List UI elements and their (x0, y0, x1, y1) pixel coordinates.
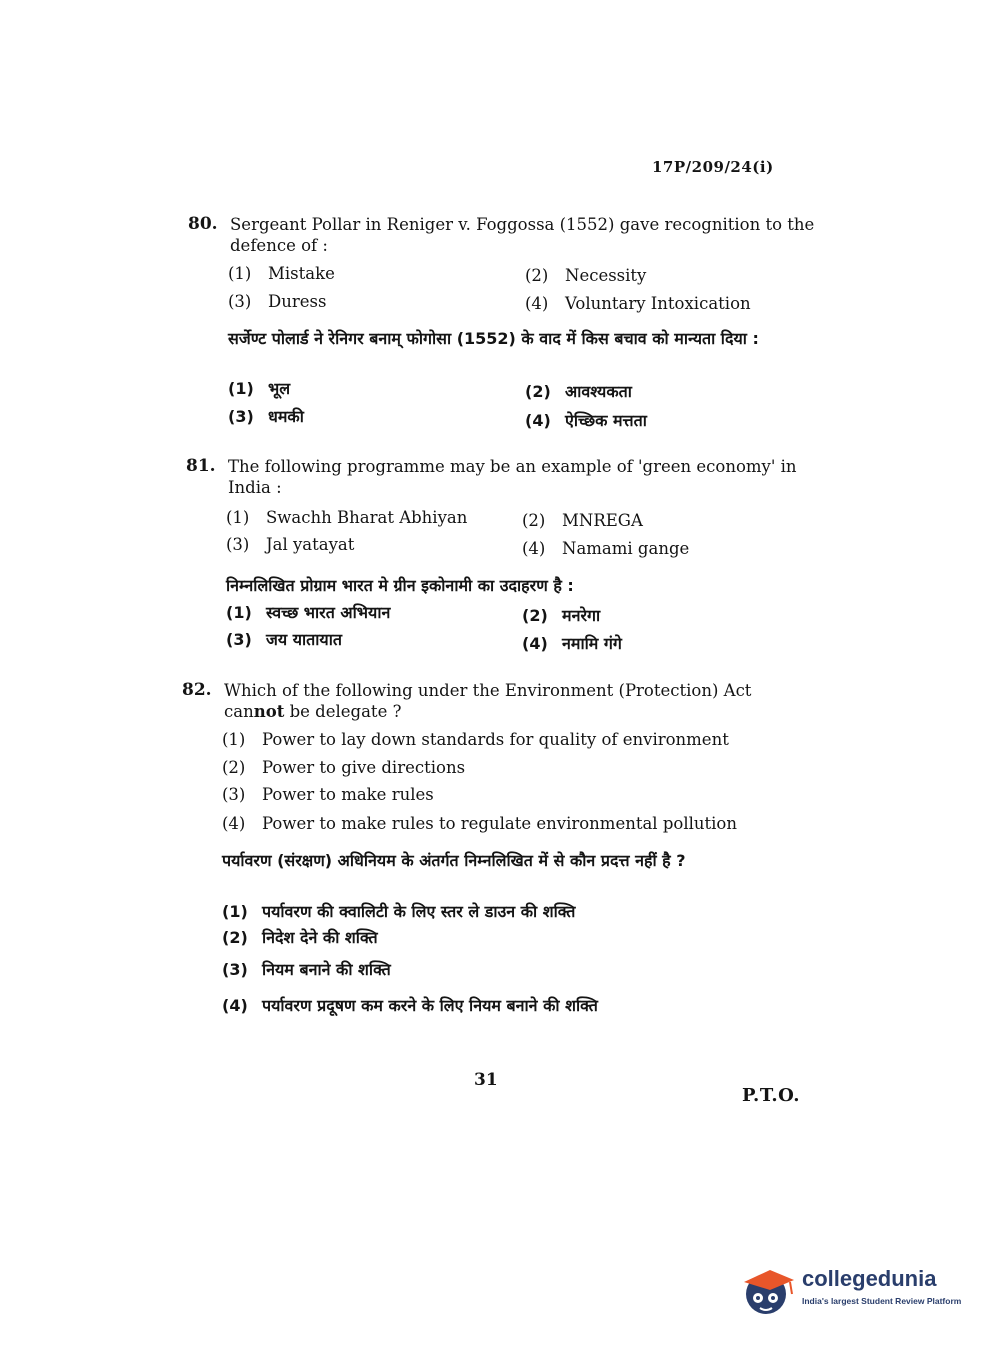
question-text-hi: पर्यावरण (संरक्षण) अधिनियम के अंतर्गत निम्नलिखित में से कौन प्रदत्त नहीं है ? (222, 851, 686, 870)
option-en-4: (4) Power to make rules to regulate environmental pollution (222, 814, 737, 833)
paper-code: 17P/209/24(i) (652, 158, 774, 176)
option-en-2: (2) Necessity (525, 266, 647, 285)
option-hi-4: (4) नमामि गंगे (522, 634, 622, 653)
question-text-hi: निम्नलिखित प्रोग्राम भारत मे ग्रीन इकोनामी का उदाहरण है : (226, 576, 574, 595)
option-en-3: (3) Duress (228, 292, 327, 311)
option-hi-1: (1) पर्यावरण की क्वालिटी के लिए स्तर ले डाउन की शक्ति (222, 902, 576, 921)
option-en-2: (2) MNREGA (522, 511, 643, 530)
option-hi-1: (1) स्वच्छ भारत अभियान (226, 603, 391, 622)
option-hi-2: (2) आवश्यकता (525, 382, 632, 401)
option-hi-1: (1) भूल (228, 379, 291, 398)
option-en-1: (1) Mistake (228, 264, 335, 283)
option-en-4: (4) Namami gange (522, 539, 690, 558)
option-hi-3: (3) नियम बनाने की शक्ति (222, 960, 391, 979)
option-en-4: (4) Voluntary Intoxication (525, 294, 751, 313)
brand-tagline: India's largest Student Review Platform (802, 1296, 962, 1306)
question-text-en: Which of the following under the Environment (Protection) Act cannot be delegate ? (224, 681, 752, 721)
option-en-3: (3) Power to make rules (222, 785, 434, 804)
pto-label: P.T.O. (742, 1085, 801, 1106)
question-81 (186, 456, 816, 656)
option-en-1: (1) Power to lay down standards for quality of environment (222, 730, 729, 749)
option-hi-4: (4) पर्यावरण प्रदूषण कम करने के लिए नियम बनाने की शक्ति (222, 996, 598, 1015)
option-en-3: (3) Jal yatayat (226, 535, 355, 554)
option-hi-3: (3) धमकी (228, 407, 304, 426)
emphasis-not: not (253, 702, 285, 721)
option-en-2: (2) Power to give directions (222, 758, 466, 777)
collegedunia-logo (742, 1260, 972, 1320)
question-82 (182, 680, 822, 1030)
question-80 (188, 214, 818, 434)
question-text-hi: सर्जेण्ट पोलार्ड ने रेनिगर बनाम् फोगोसा (1552) के वाद में किस बचाव को मान्यता दिया : (228, 329, 759, 348)
option-en-1: (1) Swachh Bharat Abhiyan (226, 508, 468, 527)
page-number: 31 (474, 1070, 498, 1090)
question-number: 82. (182, 680, 212, 700)
option-hi-4: (4) ऐच्छिक मत्तता (525, 411, 647, 430)
option-hi-2: (2) निदेश देने की शक्ति (222, 928, 378, 947)
question-number: 81. (186, 456, 216, 476)
brand-name: collegedunia (802, 1266, 937, 1291)
option-hi-3: (3) जय यातायात (226, 630, 342, 649)
question-number: 80. (188, 214, 218, 234)
question-text-en: Sergeant Pollar in Reniger v. Foggossa (1552) gave recognition to the defence of : (230, 215, 815, 255)
student-mascot-icon (742, 1260, 800, 1318)
question-text-en: The following programme may be an example of 'green economy' in India : (228, 457, 797, 497)
option-hi-2: (2) मनरेगा (522, 606, 601, 625)
